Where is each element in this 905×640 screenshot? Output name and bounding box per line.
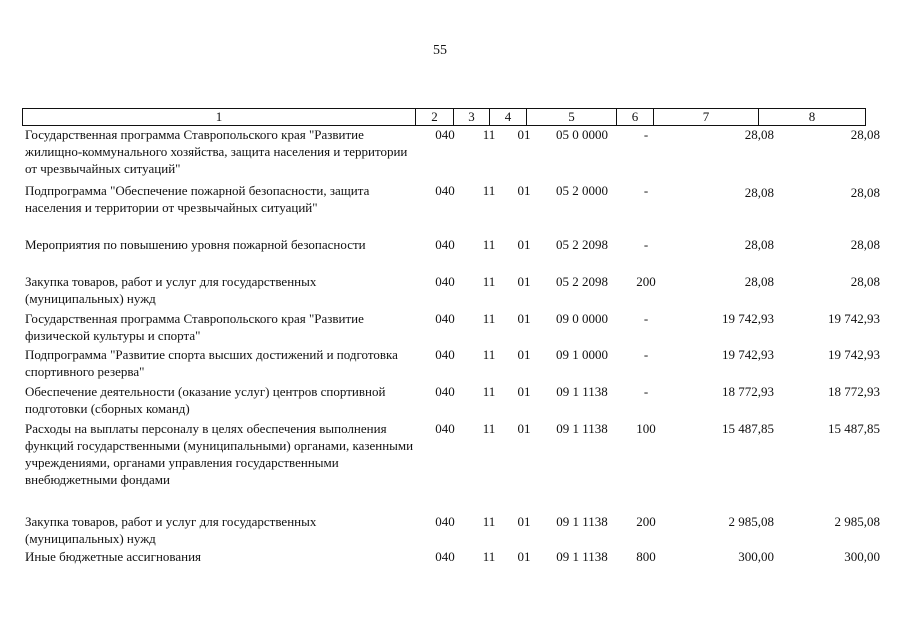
row-rz: 11 [482, 514, 496, 529]
row-sum-8: 300,00 [844, 549, 880, 564]
row-ved: 040 [435, 549, 455, 564]
row-pr: 01 [517, 347, 531, 362]
row-name: Закупка товаров, работ и услуг для государственных (муниципальных) нужд [25, 274, 317, 306]
row-ved: 040 [435, 183, 455, 198]
row-vr: - [643, 127, 649, 142]
row-pr: 01 [517, 274, 531, 289]
header-col-8: 8 [759, 109, 866, 126]
row-sum-7: 19 742,93 [722, 311, 774, 326]
row-sum-7: 18 772,93 [722, 384, 774, 399]
row-csr: 05 2 2098 [556, 237, 608, 252]
row-csr: 09 1 1138 [556, 514, 608, 529]
row-rz: 11 [482, 127, 496, 142]
row-ved: 040 [435, 514, 455, 529]
row-rz: 11 [482, 549, 496, 564]
row-rz: 11 [482, 347, 496, 362]
row-ved: 040 [435, 237, 455, 252]
row-name: Иные бюджетные ассигнования [25, 549, 202, 564]
row-sum-8: 28,08 [850, 274, 880, 289]
row-csr: 05 2 0000 [556, 183, 608, 198]
row-sum-8: 2 985,08 [834, 514, 880, 529]
row-sum-8: 28,08 [850, 127, 880, 142]
row-ved: 040 [435, 127, 455, 142]
header-col-1: 1 [23, 109, 416, 126]
row-pr: 01 [517, 311, 531, 326]
row-sum-7: 28,08 [744, 237, 774, 252]
row-sum-7: 300,00 [738, 549, 774, 564]
row-csr: 09 0 0000 [556, 311, 608, 326]
row-csr: 09 1 0000 [556, 347, 608, 362]
row-vr: 200 [636, 274, 656, 289]
row-csr: 09 1 1138 [556, 421, 608, 436]
row-rz: 11 [482, 421, 496, 436]
header-col-4: 4 [490, 109, 527, 126]
row-rz: 11 [482, 237, 496, 252]
row-vr: 200 [636, 514, 656, 529]
row-name: Государственная программа Ставропольского края "Развитие жилищно-коммунального хозяйства, защита населения и территории от чрезвычайных ситуаций" [25, 127, 408, 176]
row-ved: 040 [435, 384, 455, 399]
row-name: Подпрограмма "Развитие спорта высших достижений и подготовка спортивного резерва" [25, 347, 398, 379]
row-pr: 01 [517, 384, 531, 399]
header-col-5: 5 [527, 109, 617, 126]
header-col-6: 6 [617, 109, 654, 126]
row-sum-7: 15 487,85 [722, 421, 774, 436]
row-sum-8: 19 742,93 [828, 311, 880, 326]
row-name: Обеспечение деятельности (оказание услуг) центров спортивной подготовки (сборных команд) [25, 384, 386, 416]
row-csr: 05 2 2098 [556, 274, 608, 289]
row-rz: 11 [482, 274, 496, 289]
row-sum-7: 28,08 [744, 127, 774, 142]
header-col-3: 3 [454, 109, 490, 126]
row-rz: 11 [482, 311, 496, 326]
row-vr: - [643, 311, 649, 326]
row-ved: 040 [435, 421, 455, 436]
row-ved: 040 [435, 274, 455, 289]
row-pr: 01 [517, 421, 531, 436]
row-name: Закупка товаров, работ и услуг для государственных (муниципальных) нужд [25, 514, 317, 546]
row-sum-7: 28,08 [744, 274, 774, 289]
row-sum-7: 2 985,08 [728, 514, 774, 529]
row-ved: 040 [435, 311, 455, 326]
row-name: Подпрограмма "Обеспечение пожарной безопасности, защита населения и территории от чрезвычайных ситуаций" [25, 183, 370, 215]
row-pr: 01 [517, 549, 531, 564]
header-col-7: 7 [654, 109, 759, 126]
header-col-2: 2 [416, 109, 454, 126]
row-vr: - [643, 237, 649, 252]
row-csr: 09 1 1138 [556, 384, 608, 399]
row-vr: 100 [636, 421, 656, 436]
row-name: Государственная программа Ставропольского края "Развитие физической культуры и спорта" [25, 311, 364, 343]
row-csr: 05 0 0000 [556, 127, 608, 142]
row-pr: 01 [517, 183, 531, 198]
row-sum-8: 15 487,85 [828, 421, 880, 436]
row-sum-7: 19 742,93 [722, 347, 774, 362]
row-vr: - [643, 183, 649, 198]
row-sum-8: 28,08 [850, 185, 880, 200]
row-sum-8: 19 742,93 [828, 347, 880, 362]
row-ved: 040 [435, 347, 455, 362]
row-pr: 01 [517, 127, 531, 142]
row-vr: - [643, 347, 649, 362]
row-vr: 800 [636, 549, 656, 564]
row-sum-7: 28,08 [744, 185, 774, 200]
row-sum-8: 18 772,93 [828, 384, 880, 399]
table-header [22, 108, 866, 126]
row-name: Расходы на выплаты персоналу в целях обеспечения выполнения функций государственными (муниципальными) органами, казенными учреждениями, органами управления государственными внебюджетными фондами [25, 421, 414, 487]
row-csr: 09 1 1138 [556, 549, 608, 564]
row-rz: 11 [482, 183, 496, 198]
row-rz: 11 [482, 384, 496, 399]
page-number: 55 [433, 43, 447, 58]
row-name: Мероприятия по повышению уровня пожарной безопасности [25, 237, 366, 252]
row-vr: - [643, 384, 649, 399]
row-sum-8: 28,08 [850, 237, 880, 252]
row-pr: 01 [517, 237, 531, 252]
header-row [23, 109, 866, 126]
row-pr: 01 [517, 514, 531, 529]
